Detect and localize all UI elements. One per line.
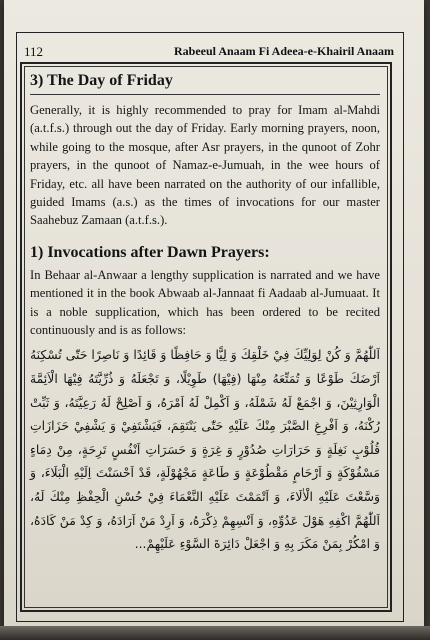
arabic-supplication-text: اَللّٰهُمَّ وَ كُنْ لِوَلِيِّكَ فِيْ خَلْقِكَ وَ لِيًّا وَ حَافِظًا وَ قَائِدًا وَ نَاصِرًا حَتّٰى تُسْكِنَهُ اَرْضَكَ طَوْعًا وَ تُمَتِّعَهُ مِنْهَا (فِيْهَا) طَوِيْلًا، وَ تَجْعَلَهُ وَ ذُرِّيَّتَهُ فِيْهَا الْاَئِمَّةَ الْوَارِثِيْنَ، وَ اجْمَعْ لَهُ شَمْلَهُ، وَ اَكْمِلْ لَهُ اَمْرَهُ، وَ اَصْلِحْ لَهُ رَعِيَّتَهُ، وَ ثَبِّتْ رُكْنَهُ، وَ اَفْرِغِ الصَّبْرَ مِنْكَ عَلَيْهِ حَتّٰى يَنْتَقِمَ، فَيَشْتَفِيْ وَ يَشْفِيْ حَزَازَاتِ قُلُوْبٍ نَغِلَةٍ وَ حَرَارَاتِ صُدُوْرٍ وَ غِرَةٍ وَ حَسَرَاتِ اَنْفُسٍ تَرِحَةٍ، مِنْ دِمَاءٍ مَسْفُوْكَةٍ وَ اَرْحَامٍ مَقْطُوْعَةٍ وَ طَاعَةٍ مَجْهُوْلَةٍ، قَدْ اَحْسَنْتَ اِلَيْهِ الْبَلَاءَ، وَ وَسَّعْتَ عَلَيْهِ الْاٰلَاءَ، وَ اَتْمَمْتَ عَلَيْهِ النَّعْمَاءَ فِيْ حُسْنِ الْحِفْظِ مِنْكَ لَهُ، اَللّٰهُمَّ اكْفِهِ هَوْلَ عَدُوِّهِ، وَ اَنْسِهِمْ ذِكْرَهُ، وَ اَرِدْ مَنْ اَرَادَهُ، وَ كِدْ مَنْ كَادَهُ، وَ امْكُرْ بِمَنْ مَكَرَ بِهِ وَ اجْعَلْ دَائِرَةَ السَّوْءِ عَلَيْهِمْ...	[30, 347, 380, 552]
dawn-invocations-paragraph: In Behaar al-Anwaar a lengthy supplication is narrated and we have mentioned it in the book Abwaab al-Jannaat fi Aadaab al-Jumuaat. It is a noble supplication, which has been ordered to be recited continuously and is as follows:	[30, 267, 380, 338]
page-bottom-edge	[0, 626, 430, 640]
friday-paragraph: Generally, it is highly recommended to pray for Imam al-Mahdi (a.t.f.s.) through out the day of Friday. Early morning prayers, noon, while going to the mosque, after Asr prayers, in the qunoot of Zohr prayers, in the qunoot of Namaz-e-Jumuah, in the wee hours of Friday, etc. all have been narrated on the authority of our infallible, guided Imams (a.s.) as the times of invocations for our master Saahebuz Zamaan (a.t.f.s.).	[30, 103, 380, 228]
page-content	[30, 70, 380, 556]
book-title: Rabeeul Anaam Fi Adeea-e-Khairil Anaam	[174, 44, 394, 58]
heading-rule	[30, 94, 380, 95]
book-page	[4, 0, 424, 628]
text-frame	[20, 62, 392, 612]
section-heading-dawn-invocations: 1) Invocations after Dawn Prayers:	[30, 243, 270, 261]
section-heading-friday: 3) The Day of Friday	[30, 72, 173, 89]
page-number: 112	[24, 44, 44, 59]
running-head	[22, 44, 396, 62]
